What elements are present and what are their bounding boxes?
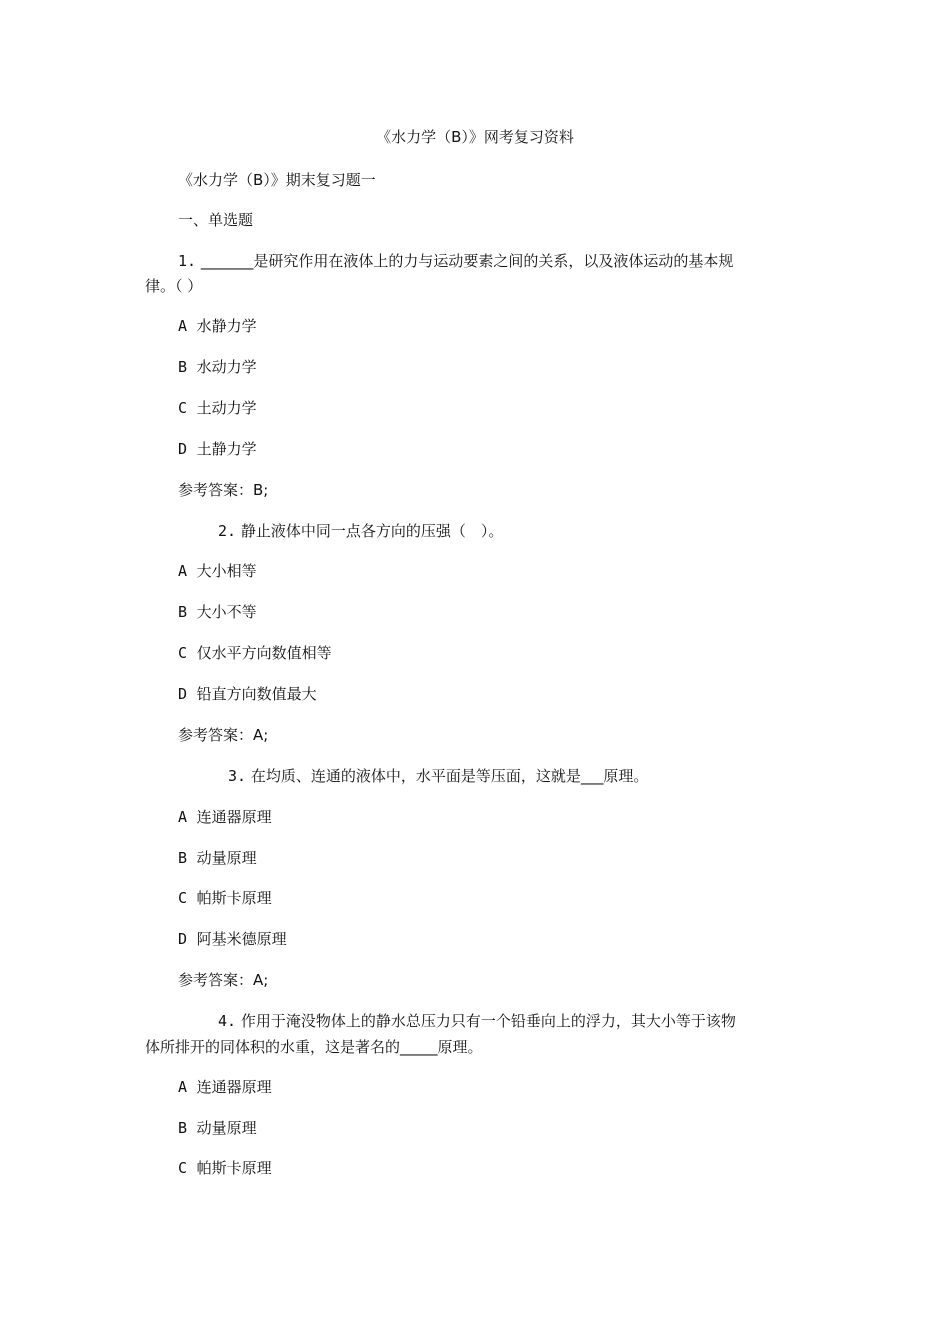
option-c <box>178 888 272 908</box>
option-text: 阿基米德原理 <box>196 930 287 948</box>
option-b <box>178 357 257 377</box>
option-c <box>178 398 257 418</box>
option-b <box>178 602 257 622</box>
question-stem: 作用于淹没物体上的静水总压力只有一个铅垂向上的浮力，其大小等于该物 <box>240 1012 736 1030</box>
question-number: 2. <box>218 522 237 540</box>
option-letter: A <box>178 562 188 580</box>
option-a <box>178 561 257 581</box>
option-letter: C <box>178 644 188 662</box>
question-stem-continued: 体所排开的同体积的水重，这是著名的_____原理。 <box>145 1038 483 1056</box>
option-c <box>178 643 332 663</box>
question-stem: _______是研究作用在液体上的力与运动要素之间的关系，以及液体运动的基本规 <box>200 252 734 270</box>
option-text: 仅水平方向数值相等 <box>196 644 332 662</box>
question-number: 3. <box>228 767 247 785</box>
option-text: 铅直方向数值最大 <box>196 685 317 703</box>
option-text: 大小不等 <box>196 603 257 621</box>
answer-key: 参考答案：A; <box>178 726 269 744</box>
option-letter: A <box>178 1078 188 1096</box>
exam-subtitle: 《水力学（B）》期末复习题一 <box>178 171 376 189</box>
question-number: 4. <box>218 1012 237 1030</box>
option-letter: D <box>178 440 188 458</box>
option-text: 水动力学 <box>196 358 257 376</box>
option-d <box>178 439 257 459</box>
option-b <box>178 1118 257 1138</box>
option-text: 大小相等 <box>196 562 257 580</box>
option-letter: D <box>178 930 188 948</box>
option-c <box>178 1158 272 1178</box>
option-letter: B <box>178 849 188 867</box>
answer-key: 参考答案：A; <box>178 971 269 989</box>
option-letter: C <box>178 889 188 907</box>
option-text: 帕斯卡原理 <box>196 1159 272 1177</box>
option-d <box>178 929 287 949</box>
section-heading: 一、单选题 <box>178 211 254 229</box>
answer-key: 参考答案：B; <box>178 481 269 499</box>
option-a <box>178 807 272 827</box>
question-stem: 静止液体中同一点各方向的压强（ ）。 <box>240 522 504 540</box>
option-b <box>178 848 257 868</box>
option-letter: A <box>178 808 188 826</box>
option-text: 动量原理 <box>196 849 257 867</box>
option-text: 帕斯卡原理 <box>196 889 272 907</box>
question-stem-continued: 律。（ ） <box>145 277 203 295</box>
option-text: 土静力学 <box>196 440 257 458</box>
option-text: 连通器原理 <box>196 808 272 826</box>
option-letter: A <box>178 317 188 335</box>
question-stem: 在均质、连通的液体中，水平面是等压面，这就是___原理。 <box>250 767 649 785</box>
option-letter: B <box>178 358 188 376</box>
option-d <box>178 684 317 704</box>
option-a <box>178 316 257 336</box>
option-text: 土动力学 <box>196 399 257 417</box>
option-a <box>178 1077 272 1097</box>
question-number: 1. <box>178 252 197 270</box>
option-letter: B <box>178 1119 188 1137</box>
option-letter: C <box>178 399 188 417</box>
option-letter: D <box>178 685 188 703</box>
option-text: 动量原理 <box>196 1119 257 1137</box>
option-letter: B <box>178 603 188 621</box>
option-text: 连通器原理 <box>196 1078 272 1096</box>
option-text: 水静力学 <box>196 317 257 335</box>
option-letter: C <box>178 1159 188 1177</box>
document-title: 《水力学（B）》网考复习资料 <box>376 128 574 146</box>
